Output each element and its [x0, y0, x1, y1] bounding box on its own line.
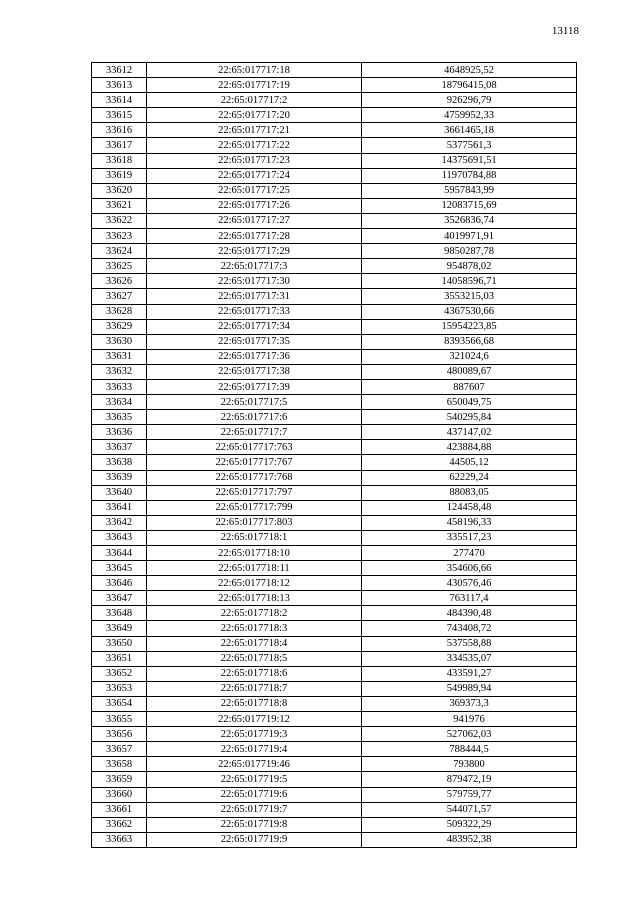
- value-cell: 124458,48: [362, 500, 577, 515]
- cadastral-number-cell: 22:65:017719:5: [147, 772, 362, 787]
- table-row: [92, 410, 577, 425]
- table-row: [92, 681, 577, 696]
- value-cell: 437147,02: [362, 425, 577, 440]
- table-row: [92, 168, 577, 183]
- table-row: [92, 787, 577, 802]
- row-number-cell: 33621: [92, 198, 147, 213]
- value-cell: 5957843,99: [362, 183, 577, 198]
- value-cell: 527062,03: [362, 727, 577, 742]
- value-cell: 4759952,33: [362, 108, 577, 123]
- table-row: [92, 772, 577, 787]
- row-number-cell: 33628: [92, 304, 147, 319]
- row-number-cell: 33653: [92, 681, 147, 696]
- row-number-cell: 33658: [92, 757, 147, 772]
- value-cell: 941976: [362, 712, 577, 727]
- table-row: [92, 636, 577, 651]
- table-row: [92, 425, 577, 440]
- row-number-cell: 33614: [92, 93, 147, 108]
- row-number-cell: 33654: [92, 696, 147, 711]
- row-number-cell: 33649: [92, 621, 147, 636]
- table-row: [92, 334, 577, 349]
- cadastral-number-cell: 22:65:017717:797: [147, 485, 362, 500]
- cadastral-number-cell: 22:65:017718:2: [147, 606, 362, 621]
- cadastral-number-cell: 22:65:017717:799: [147, 500, 362, 515]
- row-number-cell: 33663: [92, 832, 147, 847]
- cadastral-number-cell: 22:65:017717:768: [147, 470, 362, 485]
- value-cell: 458196,33: [362, 515, 577, 530]
- row-number-cell: 33627: [92, 289, 147, 304]
- value-cell: 3661465,18: [362, 123, 577, 138]
- row-number-cell: 33632: [92, 364, 147, 379]
- page-number: 13118: [551, 25, 579, 37]
- value-cell: 12083715,69: [362, 198, 577, 213]
- value-cell: 483952,38: [362, 832, 577, 847]
- table-row: [92, 379, 577, 394]
- row-number-cell: 33650: [92, 636, 147, 651]
- value-cell: 926296,79: [362, 93, 577, 108]
- cadastral-number-cell: 22:65:017717:25: [147, 183, 362, 198]
- row-number-cell: 33645: [92, 561, 147, 576]
- table-row: [92, 546, 577, 561]
- value-cell: 9850287,78: [362, 244, 577, 259]
- table-row: [92, 651, 577, 666]
- value-cell: 509322,29: [362, 817, 577, 832]
- row-number-cell: 33625: [92, 259, 147, 274]
- cadastral-number-cell: 22:65:017717:26: [147, 198, 362, 213]
- row-number-cell: 33617: [92, 138, 147, 153]
- value-cell: 423884,88: [362, 440, 577, 455]
- row-number-cell: 33615: [92, 108, 147, 123]
- table-row: [92, 364, 577, 379]
- cadastral-number-cell: 22:65:017719:7: [147, 802, 362, 817]
- value-cell: 335517,23: [362, 530, 577, 545]
- value-cell: 88083,05: [362, 485, 577, 500]
- row-number-cell: 33613: [92, 78, 147, 93]
- table-row: [92, 123, 577, 138]
- table-row: [92, 289, 577, 304]
- registry-table-body: [92, 63, 577, 848]
- row-number-cell: 33651: [92, 651, 147, 666]
- row-number-cell: 33662: [92, 817, 147, 832]
- table-row: [92, 153, 577, 168]
- row-number-cell: 33623: [92, 229, 147, 244]
- cadastral-number-cell: 22:65:017718:13: [147, 591, 362, 606]
- value-cell: 954878,02: [362, 259, 577, 274]
- value-cell: 3553215,03: [362, 289, 577, 304]
- table-row: [92, 666, 577, 681]
- value-cell: 321024,6: [362, 349, 577, 364]
- value-cell: 537558,88: [362, 636, 577, 651]
- table-row: [92, 138, 577, 153]
- cadastral-number-cell: 22:65:017718:6: [147, 666, 362, 681]
- row-number-cell: 33636: [92, 425, 147, 440]
- cadastral-number-cell: 22:65:017718:10: [147, 546, 362, 561]
- cadastral-number-cell: 22:65:017719:12: [147, 712, 362, 727]
- row-number-cell: 33643: [92, 530, 147, 545]
- row-number-cell: 33647: [92, 591, 147, 606]
- value-cell: 484390,48: [362, 606, 577, 621]
- cadastral-number-cell: 22:65:017717:803: [147, 515, 362, 530]
- table-row: [92, 742, 577, 757]
- table-row: [92, 229, 577, 244]
- row-number-cell: 33629: [92, 319, 147, 334]
- value-cell: 354606,66: [362, 561, 577, 576]
- row-number-cell: 33640: [92, 485, 147, 500]
- value-cell: 14058596,71: [362, 274, 577, 289]
- row-number-cell: 33638: [92, 455, 147, 470]
- table-row: [92, 832, 577, 847]
- value-cell: 579759,77: [362, 787, 577, 802]
- cadastral-number-cell: 22:65:017717:35: [147, 334, 362, 349]
- cadastral-number-cell: 22:65:017717:36: [147, 349, 362, 364]
- cadastral-number-cell: 22:65:017718:3: [147, 621, 362, 636]
- value-cell: 763117,4: [362, 591, 577, 606]
- row-number-cell: 33624: [92, 244, 147, 259]
- cadastral-number-cell: 22:65:017717:28: [147, 229, 362, 244]
- row-number-cell: 33657: [92, 742, 147, 757]
- cadastral-number-cell: 22:65:017718:12: [147, 576, 362, 591]
- row-number-cell: 33639: [92, 470, 147, 485]
- table-row: [92, 63, 577, 78]
- table-row: [92, 591, 577, 606]
- value-cell: 369373,3: [362, 696, 577, 711]
- table-row: [92, 304, 577, 319]
- value-cell: 549989,94: [362, 681, 577, 696]
- cadastral-number-cell: 22:65:017717:34: [147, 319, 362, 334]
- row-number-cell: 33633: [92, 379, 147, 394]
- cadastral-number-cell: 22:65:017717:18: [147, 63, 362, 78]
- row-number-cell: 33616: [92, 123, 147, 138]
- cadastral-number-cell: 22:65:017717:19: [147, 78, 362, 93]
- cadastral-number-cell: 22:65:017719:4: [147, 742, 362, 757]
- value-cell: 334535,07: [362, 651, 577, 666]
- row-number-cell: 33630: [92, 334, 147, 349]
- cadastral-number-cell: 22:65:017717:20: [147, 108, 362, 123]
- row-number-cell: 33655: [92, 712, 147, 727]
- table-row: [92, 515, 577, 530]
- value-cell: 480089,67: [362, 364, 577, 379]
- cadastral-number-cell: 22:65:017717:24: [147, 168, 362, 183]
- table-row: [92, 319, 577, 334]
- value-cell: 743408,72: [362, 621, 577, 636]
- row-number-cell: 33644: [92, 546, 147, 561]
- value-cell: 788444,5: [362, 742, 577, 757]
- cadastral-number-cell: 22:65:017717:763: [147, 440, 362, 455]
- row-number-cell: 33652: [92, 666, 147, 681]
- table-row: [92, 757, 577, 772]
- value-cell: 544071,57: [362, 802, 577, 817]
- row-number-cell: 33635: [92, 410, 147, 425]
- value-cell: 879472,19: [362, 772, 577, 787]
- table-row: [92, 802, 577, 817]
- row-number-cell: 33618: [92, 153, 147, 168]
- row-number-cell: 33637: [92, 440, 147, 455]
- cadastral-number-cell: 22:65:017719:8: [147, 817, 362, 832]
- cadastral-number-cell: 22:65:017718:11: [147, 561, 362, 576]
- value-cell: 4648925,52: [362, 63, 577, 78]
- table-row: [92, 500, 577, 515]
- table-row: [92, 561, 577, 576]
- cadastral-number-cell: 22:65:017717:30: [147, 274, 362, 289]
- value-cell: 433591,27: [362, 666, 577, 681]
- table-row: [92, 727, 577, 742]
- cadastral-number-cell: 22:65:017718:1: [147, 530, 362, 545]
- cadastral-number-cell: 22:65:017717:33: [147, 304, 362, 319]
- cadastral-number-cell: 22:65:017717:39: [147, 379, 362, 394]
- table-row: [92, 696, 577, 711]
- table-row: [92, 78, 577, 93]
- table-row: [92, 93, 577, 108]
- table-row: [92, 108, 577, 123]
- row-number-cell: 33646: [92, 576, 147, 591]
- value-cell: 4367530,66: [362, 304, 577, 319]
- value-cell: 4019971,91: [362, 229, 577, 244]
- table-row: [92, 440, 577, 455]
- row-number-cell: 33626: [92, 274, 147, 289]
- cadastral-number-cell: 22:65:017717:29: [147, 244, 362, 259]
- cadastral-number-cell: 22:65:017719:3: [147, 727, 362, 742]
- table-row: [92, 817, 577, 832]
- cadastral-number-cell: 22:65:017718:7: [147, 681, 362, 696]
- value-cell: 18796415,08: [362, 78, 577, 93]
- value-cell: 15954223,85: [362, 319, 577, 334]
- row-number-cell: 33622: [92, 213, 147, 228]
- cadastral-number-cell: 22:65:017718:5: [147, 651, 362, 666]
- cadastral-number-cell: 22:65:017719:9: [147, 832, 362, 847]
- table-row: [92, 259, 577, 274]
- table-row: [92, 395, 577, 410]
- table-row: [92, 485, 577, 500]
- table-row: [92, 183, 577, 198]
- cadastral-number-cell: 22:65:017717:3: [147, 259, 362, 274]
- cadastral-number-cell: 22:65:017718:4: [147, 636, 362, 651]
- cadastral-number-cell: 22:65:017717:7: [147, 425, 362, 440]
- row-number-cell: 33631: [92, 349, 147, 364]
- table-row: [92, 455, 577, 470]
- row-number-cell: 33656: [92, 727, 147, 742]
- cadastral-number-cell: 22:65:017717:767: [147, 455, 362, 470]
- cadastral-number-cell: 22:65:017719:46: [147, 757, 362, 772]
- row-number-cell: 33634: [92, 395, 147, 410]
- table-row: [92, 712, 577, 727]
- table-row: [92, 349, 577, 364]
- row-number-cell: 33659: [92, 772, 147, 787]
- cadastral-number-cell: 22:65:017717:23: [147, 153, 362, 168]
- value-cell: 430576,46: [362, 576, 577, 591]
- table-row: [92, 198, 577, 213]
- cadastral-number-cell: 22:65:017717:2: [147, 93, 362, 108]
- value-cell: 650049,75: [362, 395, 577, 410]
- row-number-cell: 33620: [92, 183, 147, 198]
- row-number-cell: 33642: [92, 515, 147, 530]
- row-number-cell: 33648: [92, 606, 147, 621]
- row-number-cell: 33660: [92, 787, 147, 802]
- cadastral-number-cell: 22:65:017717:5: [147, 395, 362, 410]
- cadastral-number-cell: 22:65:017717:31: [147, 289, 362, 304]
- cadastral-number-cell: 22:65:017717:27: [147, 213, 362, 228]
- table-row: [92, 606, 577, 621]
- value-cell: 14375691,51: [362, 153, 577, 168]
- row-number-cell: 33661: [92, 802, 147, 817]
- value-cell: 540295,84: [362, 410, 577, 425]
- row-number-cell: 33619: [92, 168, 147, 183]
- value-cell: 62229,24: [362, 470, 577, 485]
- table-row: [92, 213, 577, 228]
- value-cell: 277470: [362, 546, 577, 561]
- table-row: [92, 576, 577, 591]
- value-cell: 887607: [362, 379, 577, 394]
- cadastral-number-cell: 22:65:017717:21: [147, 123, 362, 138]
- table-row: [92, 470, 577, 485]
- table-row: [92, 244, 577, 259]
- cadastral-number-cell: 22:65:017717:38: [147, 364, 362, 379]
- table-row: [92, 621, 577, 636]
- value-cell: 3526836,74: [362, 213, 577, 228]
- table-row: [92, 274, 577, 289]
- cadastral-number-cell: 22:65:017717:22: [147, 138, 362, 153]
- cadastral-number-cell: 22:65:017718:8: [147, 696, 362, 711]
- table-row: [92, 530, 577, 545]
- value-cell: 8393566,68: [362, 334, 577, 349]
- row-number-cell: 33612: [92, 63, 147, 78]
- value-cell: 44505,12: [362, 455, 577, 470]
- cadastral-number-cell: 22:65:017719:6: [147, 787, 362, 802]
- value-cell: 5377561,3: [362, 138, 577, 153]
- value-cell: 11970784,88: [362, 168, 577, 183]
- registry-table: [91, 62, 577, 848]
- value-cell: 793800: [362, 757, 577, 772]
- row-number-cell: 33641: [92, 500, 147, 515]
- cadastral-number-cell: 22:65:017717:6: [147, 410, 362, 425]
